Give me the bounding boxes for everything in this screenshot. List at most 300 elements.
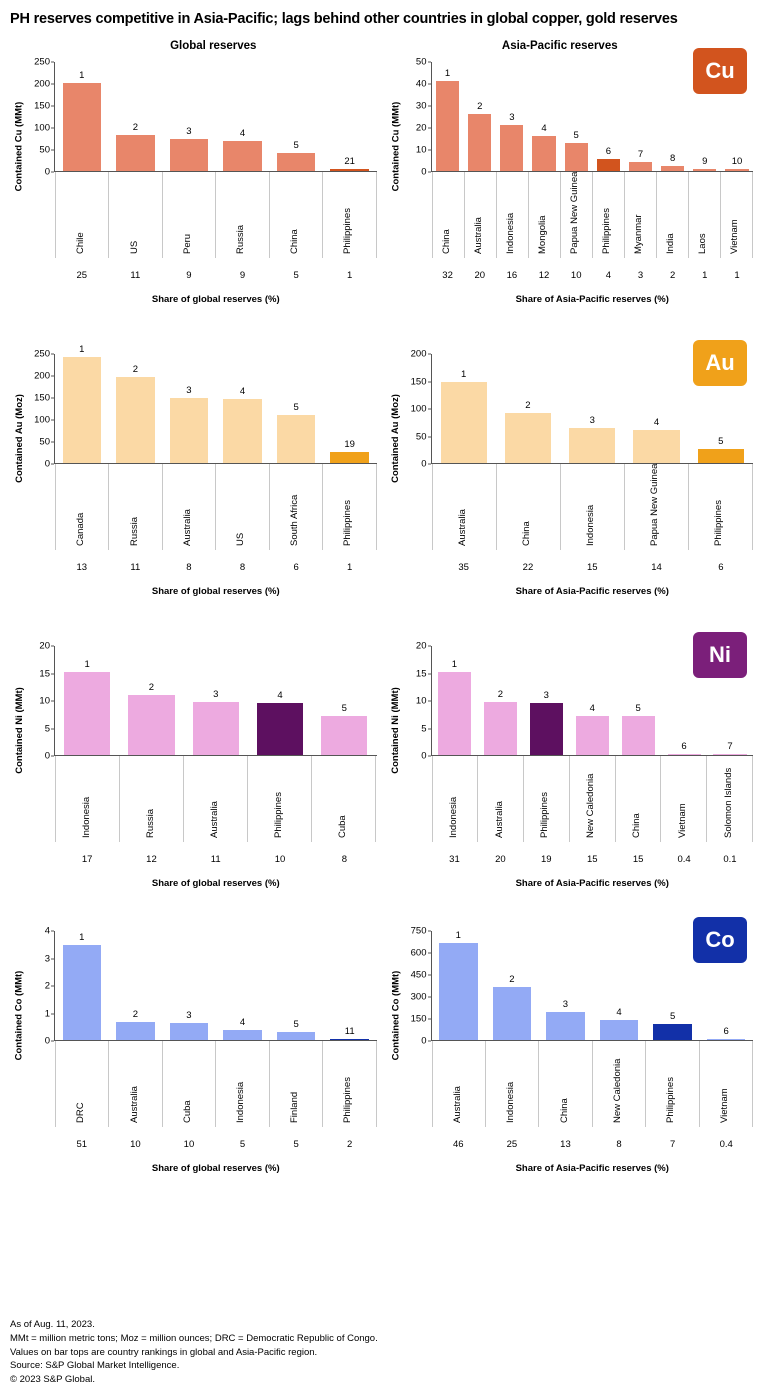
bar-rank-label: 3 xyxy=(213,689,219,701)
category-label-cell xyxy=(689,172,721,258)
bar-column xyxy=(624,62,656,171)
category-label: Russia xyxy=(144,809,156,839)
bar xyxy=(565,129,588,172)
bar-column xyxy=(569,646,615,755)
y-tick-label: 4 xyxy=(44,925,50,937)
category-labels xyxy=(432,172,754,258)
bar-column xyxy=(269,354,323,463)
share-value: 0.1 xyxy=(723,854,737,866)
y-axis-label: Contained Co (MMt) xyxy=(390,970,402,1061)
share-value: 15 xyxy=(586,854,598,866)
bar xyxy=(330,439,369,463)
category-label: Finland xyxy=(288,1091,300,1124)
y-tick-label: 0 xyxy=(421,166,427,178)
chart-cell-cu-apac xyxy=(387,54,764,346)
share-value: 15 xyxy=(632,854,644,866)
category-label-cell xyxy=(529,172,561,258)
bar-column xyxy=(312,646,376,755)
bar xyxy=(597,146,620,171)
chart-cell-ni-global xyxy=(10,638,387,923)
category-label: Philippines xyxy=(665,1077,677,1124)
category-labels xyxy=(55,756,377,842)
category-label-cell xyxy=(625,172,657,258)
category-label-cell xyxy=(109,1041,162,1127)
category-label: Australia xyxy=(182,509,194,547)
bar-rank-label: 3 xyxy=(589,414,595,426)
category-label-cell xyxy=(561,464,625,550)
bar xyxy=(438,658,471,756)
share-values-row xyxy=(432,854,754,865)
category-label: Australia xyxy=(457,509,469,547)
category-label-cell xyxy=(465,172,497,258)
bar-column xyxy=(109,931,163,1040)
share-value: 9 xyxy=(186,270,192,282)
bar-rank-label: 8 xyxy=(670,152,676,164)
share-value: 6 xyxy=(293,562,299,574)
category-label: Indonesia xyxy=(585,504,597,547)
chart-cell-au-apac xyxy=(387,346,764,638)
bar-rank-label: 11 xyxy=(344,1025,355,1037)
x-axis-label: Share of Asia-Pacific reserves (%) xyxy=(515,586,669,598)
y-tick-label: 450 xyxy=(410,969,427,981)
category-label: China xyxy=(558,1098,570,1124)
y-axis-ticks xyxy=(405,640,431,762)
share-values-row xyxy=(432,1139,754,1150)
y-tick-label: 50 xyxy=(39,144,50,156)
category-label: Laos xyxy=(697,233,709,255)
y-axis-ticks xyxy=(28,56,54,178)
category-label-cell xyxy=(109,172,162,258)
category-label: China xyxy=(631,813,643,839)
category-label-cell xyxy=(248,756,312,842)
bar-column xyxy=(184,646,248,755)
category-label-cell xyxy=(433,464,497,550)
bar-rank-label: 6 xyxy=(681,740,687,752)
bar xyxy=(600,1007,639,1040)
bar-rank-label: 19 xyxy=(344,439,355,451)
bar-column xyxy=(592,62,624,171)
bar-rank-label: 1 xyxy=(444,67,451,79)
y-tick-label: 2 xyxy=(44,980,50,992)
category-label-cell xyxy=(478,756,524,842)
commodity-badge-co: Co xyxy=(693,917,747,963)
footer-line: Source: S&P Global Market Intelligence. xyxy=(10,1360,180,1372)
share-value: 11 xyxy=(210,854,221,866)
bar xyxy=(439,930,478,1040)
category-label: Philippines xyxy=(342,1077,354,1124)
bar-column xyxy=(119,646,183,755)
bar xyxy=(277,1018,316,1040)
bar-column xyxy=(592,931,646,1040)
footer-line: © 2023 S&P Global. xyxy=(10,1374,95,1386)
category-label: DRC xyxy=(75,1102,87,1124)
bar-rank-label: 5 xyxy=(293,140,299,152)
category-label: New Caledonia xyxy=(611,1058,623,1124)
bar xyxy=(116,363,155,463)
y-tick-label: 200 xyxy=(410,348,427,360)
chart-co-apac xyxy=(387,923,764,1208)
bar xyxy=(63,344,102,463)
share-value: 22 xyxy=(522,562,534,574)
category-label-cell xyxy=(270,172,323,258)
bar xyxy=(193,689,239,755)
category-label: Australia xyxy=(208,801,220,839)
bar-rank-label: 4 xyxy=(239,1016,246,1028)
x-axis-label: Share of global reserves (%) xyxy=(151,586,280,598)
bar-column xyxy=(496,354,560,463)
commodity-badge-ni: Ni xyxy=(693,632,747,678)
bar xyxy=(725,155,748,172)
bar-column xyxy=(432,931,486,1040)
category-label-cell xyxy=(270,1041,323,1127)
y-tick-label: 3 xyxy=(44,953,50,965)
category-label-cell xyxy=(707,756,753,842)
y-tick-label: 300 xyxy=(410,991,427,1003)
y-axis-label: Contained Ni (MMt) xyxy=(13,687,25,774)
y-tick-label: 0 xyxy=(421,458,427,470)
category-label: South Africa xyxy=(288,494,300,547)
bar-rank-label: 1 xyxy=(79,932,85,944)
y-axis-label: Contained Au (Moz) xyxy=(13,394,25,484)
category-label: China xyxy=(521,521,533,547)
bar-rank-label: 2 xyxy=(497,688,504,700)
bar-column xyxy=(485,931,539,1040)
category-label-cell xyxy=(184,756,248,842)
footer-line: As of Aug. 11, 2023. xyxy=(10,1319,95,1331)
column-header-apac: Asia-Pacific reserves xyxy=(501,40,618,53)
category-label-cell xyxy=(109,464,162,550)
category-label-cell xyxy=(323,172,376,258)
bar-rank-label: 1 xyxy=(79,70,85,82)
y-tick-label: 50 xyxy=(39,436,50,448)
y-tick-label: 100 xyxy=(34,122,50,134)
bar xyxy=(321,703,367,755)
y-tick-label: 150 xyxy=(34,100,50,112)
bar xyxy=(64,659,110,755)
bar xyxy=(223,127,262,171)
chart-grid xyxy=(10,54,763,1208)
share-value: 8 xyxy=(186,562,192,574)
bar xyxy=(330,1025,369,1041)
category-label-cell xyxy=(433,756,479,842)
category-label: Australia xyxy=(493,801,505,839)
bar-rank-label: 10 xyxy=(731,155,743,167)
y-tick-label: 5 xyxy=(421,723,427,735)
chart-ni-apac xyxy=(387,638,764,923)
share-value: 8 xyxy=(616,1139,622,1151)
bar-rank-label: 6 xyxy=(605,146,611,158)
y-tick-label: 150 xyxy=(410,376,427,388)
share-value: 9 xyxy=(239,270,246,282)
category-label-cell xyxy=(689,464,753,550)
y-axis-ticks xyxy=(405,348,431,470)
bar xyxy=(576,702,609,756)
chart-cell-co-apac xyxy=(387,923,764,1208)
share-value: 35 xyxy=(458,562,469,574)
page-title: PH reserves competitive in Asia-Pacific; lags behind other countries in global copper, gold reserves xyxy=(10,11,678,27)
bars-container xyxy=(55,646,377,756)
bar-column xyxy=(624,354,688,463)
bar xyxy=(116,1009,155,1040)
category-label: Philippines xyxy=(713,500,725,547)
x-axis-label: Share of global reserves (%) xyxy=(151,294,280,306)
share-value: 1 xyxy=(347,270,353,282)
column-header-global: Global reserves xyxy=(170,40,257,53)
bar-column xyxy=(323,62,377,171)
share-value: 46 xyxy=(453,1139,464,1151)
category-label-cell xyxy=(561,172,593,258)
share-value: 2 xyxy=(670,270,676,282)
bar-rank-label: 4 xyxy=(653,417,660,429)
bar-column xyxy=(269,931,323,1040)
share-value: 51 xyxy=(76,1139,88,1151)
category-label-cell xyxy=(721,172,753,258)
bar-column xyxy=(162,931,216,1040)
category-label: Vietnam xyxy=(676,803,688,839)
category-label-cell xyxy=(497,464,561,550)
bar-rank-label: 4 xyxy=(239,385,246,397)
bar-column xyxy=(109,354,163,463)
bar-column xyxy=(560,62,592,171)
bar-column xyxy=(55,62,109,171)
bar-rank-label: 2 xyxy=(525,399,531,411)
share-value: 10 xyxy=(130,1139,141,1151)
category-label: Indonesia xyxy=(505,1081,517,1124)
bar-rank-label: 5 xyxy=(635,702,641,714)
chart-cell-cu-global xyxy=(10,54,387,346)
y-tick-label: 0 xyxy=(44,166,50,178)
bar-rank-label: 2 xyxy=(148,682,155,694)
share-value: 14 xyxy=(651,562,662,574)
category-label-cell xyxy=(616,756,662,842)
category-label-cell xyxy=(163,1041,216,1127)
y-tick-label: 10 xyxy=(415,695,427,707)
bar xyxy=(493,973,532,1041)
y-tick-label: 5 xyxy=(44,723,50,735)
y-axis-ticks xyxy=(28,925,54,1047)
bar-rank-label: 3 xyxy=(543,690,549,702)
share-value: 5 xyxy=(293,270,299,282)
chart-cell-co-global xyxy=(10,923,387,1208)
bar xyxy=(698,436,744,463)
bar-rank-label: 4 xyxy=(616,1007,622,1019)
bar xyxy=(257,690,303,755)
category-label: Philippines xyxy=(342,500,354,547)
y-tick-label: 600 xyxy=(410,947,427,959)
y-axis-ticks xyxy=(405,56,431,178)
bar xyxy=(63,70,102,171)
bar-column xyxy=(323,354,377,463)
category-label-cell xyxy=(661,756,707,842)
share-value: 2 xyxy=(347,1139,353,1151)
share-value: 6 xyxy=(718,562,724,574)
y-tick-label: 200 xyxy=(34,370,50,382)
chart-ni-global xyxy=(10,638,387,923)
bar-column xyxy=(55,646,119,755)
category-label: New Caledonia xyxy=(585,773,597,839)
bar xyxy=(277,401,316,463)
category-label: Indonesia xyxy=(80,796,92,839)
category-label: Mongolia xyxy=(537,215,549,255)
share-value: 12 xyxy=(146,854,157,866)
bar xyxy=(63,932,102,1040)
bar xyxy=(693,155,716,172)
category-label: Philippines xyxy=(601,208,613,255)
bar-column xyxy=(523,646,569,755)
bar-rank-label: 2 xyxy=(132,363,138,375)
bar-column xyxy=(657,62,689,171)
share-value: 0.4 xyxy=(677,854,691,866)
chart-cu-apac xyxy=(387,54,764,346)
category-label-cell xyxy=(625,464,689,550)
category-label-cell xyxy=(486,1041,539,1127)
share-value: 17 xyxy=(81,854,93,866)
x-axis-label: Share of Asia-Pacific reserves (%) xyxy=(515,878,669,890)
bar-column xyxy=(55,344,109,463)
category-label: Solomon Islands xyxy=(722,767,734,839)
share-value: 1 xyxy=(347,562,353,574)
bar xyxy=(170,126,209,171)
bar-rank-label: 1 xyxy=(455,930,461,942)
category-label-cell xyxy=(433,1041,486,1127)
bar-column xyxy=(528,62,560,171)
bar-column xyxy=(216,62,270,171)
bar xyxy=(713,740,746,756)
chart-au-apac xyxy=(387,346,764,638)
bar-rank-label: 5 xyxy=(573,129,579,141)
y-tick-label: 750 xyxy=(410,925,427,937)
bar xyxy=(223,385,262,463)
bar-rank-label: 5 xyxy=(718,436,724,448)
category-label-cell xyxy=(323,464,376,550)
bar-rank-label: 1 xyxy=(460,368,467,380)
category-label-cell xyxy=(216,1041,269,1127)
x-axis-label: Share of Asia-Pacific reserves (%) xyxy=(515,1163,669,1175)
share-value: 13 xyxy=(76,562,88,574)
category-labels xyxy=(55,172,377,258)
share-value: 31 xyxy=(449,854,460,866)
bar xyxy=(468,100,491,171)
y-axis-label: Contained Au (Moz) xyxy=(390,394,402,484)
share-value: 32 xyxy=(442,270,453,282)
share-values-row xyxy=(55,562,377,573)
bar-rank-label: 2 xyxy=(509,973,515,985)
chart-cell-au-global xyxy=(10,346,387,638)
share-value: 16 xyxy=(506,270,518,282)
category-label-cell xyxy=(700,1041,753,1127)
y-tick-label: 1 xyxy=(44,1008,50,1020)
bar-column xyxy=(560,354,624,463)
category-label-cell xyxy=(163,464,216,550)
bar xyxy=(330,156,369,171)
y-tick-label: 20 xyxy=(415,640,427,652)
category-label-cell xyxy=(497,172,529,258)
category-label: Russia xyxy=(128,517,140,547)
category-label: Chile xyxy=(75,232,87,255)
share-value: 0.4 xyxy=(719,1139,733,1151)
bar xyxy=(170,385,209,463)
bar-rank-label: 2 xyxy=(477,100,483,112)
bar xyxy=(668,740,701,756)
bar-rank-label: 7 xyxy=(637,149,644,161)
bar xyxy=(277,140,316,171)
bar xyxy=(532,122,555,171)
category-label-cell xyxy=(524,756,570,842)
bar xyxy=(441,368,487,463)
share-value: 5 xyxy=(293,1139,299,1151)
y-tick-label: 40 xyxy=(415,78,427,90)
category-label: Australia xyxy=(128,1086,140,1124)
category-label: Peru xyxy=(182,234,194,255)
bar xyxy=(707,1025,746,1041)
share-value: 8 xyxy=(239,562,246,574)
category-label-cell xyxy=(56,172,109,258)
bar-rank-label: 5 xyxy=(669,1011,676,1022)
y-tick-label: 10 xyxy=(415,144,427,156)
share-value: 8 xyxy=(341,854,347,866)
category-label-cell xyxy=(593,1041,646,1127)
y-tick-label: 250 xyxy=(34,348,50,360)
bars-container xyxy=(55,62,377,172)
bar xyxy=(128,682,174,755)
x-axis-label: Share of Asia-Pacific reserves (%) xyxy=(515,294,669,306)
category-labels xyxy=(432,756,754,842)
share-value: 3 xyxy=(637,270,644,282)
share-value: 5 xyxy=(239,1139,246,1151)
bar-rank-label: 5 xyxy=(293,1018,299,1030)
share-value: 20 xyxy=(495,854,506,866)
y-tick-label: 10 xyxy=(39,695,50,707)
category-label-cell xyxy=(570,756,616,842)
footer-line: Values on bar tops are country rankings in global and Asia-Pacific region. xyxy=(10,1346,318,1358)
bar-rank-label: 4 xyxy=(277,690,283,702)
share-value: 19 xyxy=(541,854,552,866)
category-label: Myanmar xyxy=(633,214,645,255)
bar xyxy=(484,688,517,755)
category-label: Philippines xyxy=(539,792,551,839)
bar-rank-label: 5 xyxy=(341,703,347,715)
y-tick-label: 0 xyxy=(421,1035,427,1047)
y-axis-label: Contained Ni (MMt) xyxy=(390,687,402,774)
category-label-cell xyxy=(120,756,184,842)
chart-co-global xyxy=(10,923,387,1208)
bar xyxy=(170,1009,209,1041)
category-label: Papua New Guinea xyxy=(649,463,661,547)
bar-column xyxy=(216,931,270,1040)
category-label: Indonesia xyxy=(505,212,517,255)
share-value: 15 xyxy=(586,562,598,574)
y-tick-label: 150 xyxy=(34,392,50,404)
category-label: Papua New Guinea xyxy=(569,171,581,255)
bar xyxy=(436,67,459,171)
category-label-cell xyxy=(593,172,625,258)
category-label: Australia xyxy=(473,217,485,255)
footer-notes xyxy=(10,1318,378,1387)
share-values-row xyxy=(432,270,754,281)
share-values-row xyxy=(55,854,377,865)
bar-rank-label: 1 xyxy=(451,658,458,670)
category-labels xyxy=(432,464,754,550)
bar xyxy=(633,417,679,463)
bar-column xyxy=(646,931,700,1040)
bar xyxy=(223,1016,262,1040)
bar-rank-label: 21 xyxy=(344,156,355,168)
y-axis-label: Contained Co (MMt) xyxy=(13,970,25,1061)
bar-column xyxy=(432,354,496,463)
share-value: 12 xyxy=(538,270,550,282)
bar-column xyxy=(323,931,377,1040)
category-label: Indonesia xyxy=(447,796,459,839)
